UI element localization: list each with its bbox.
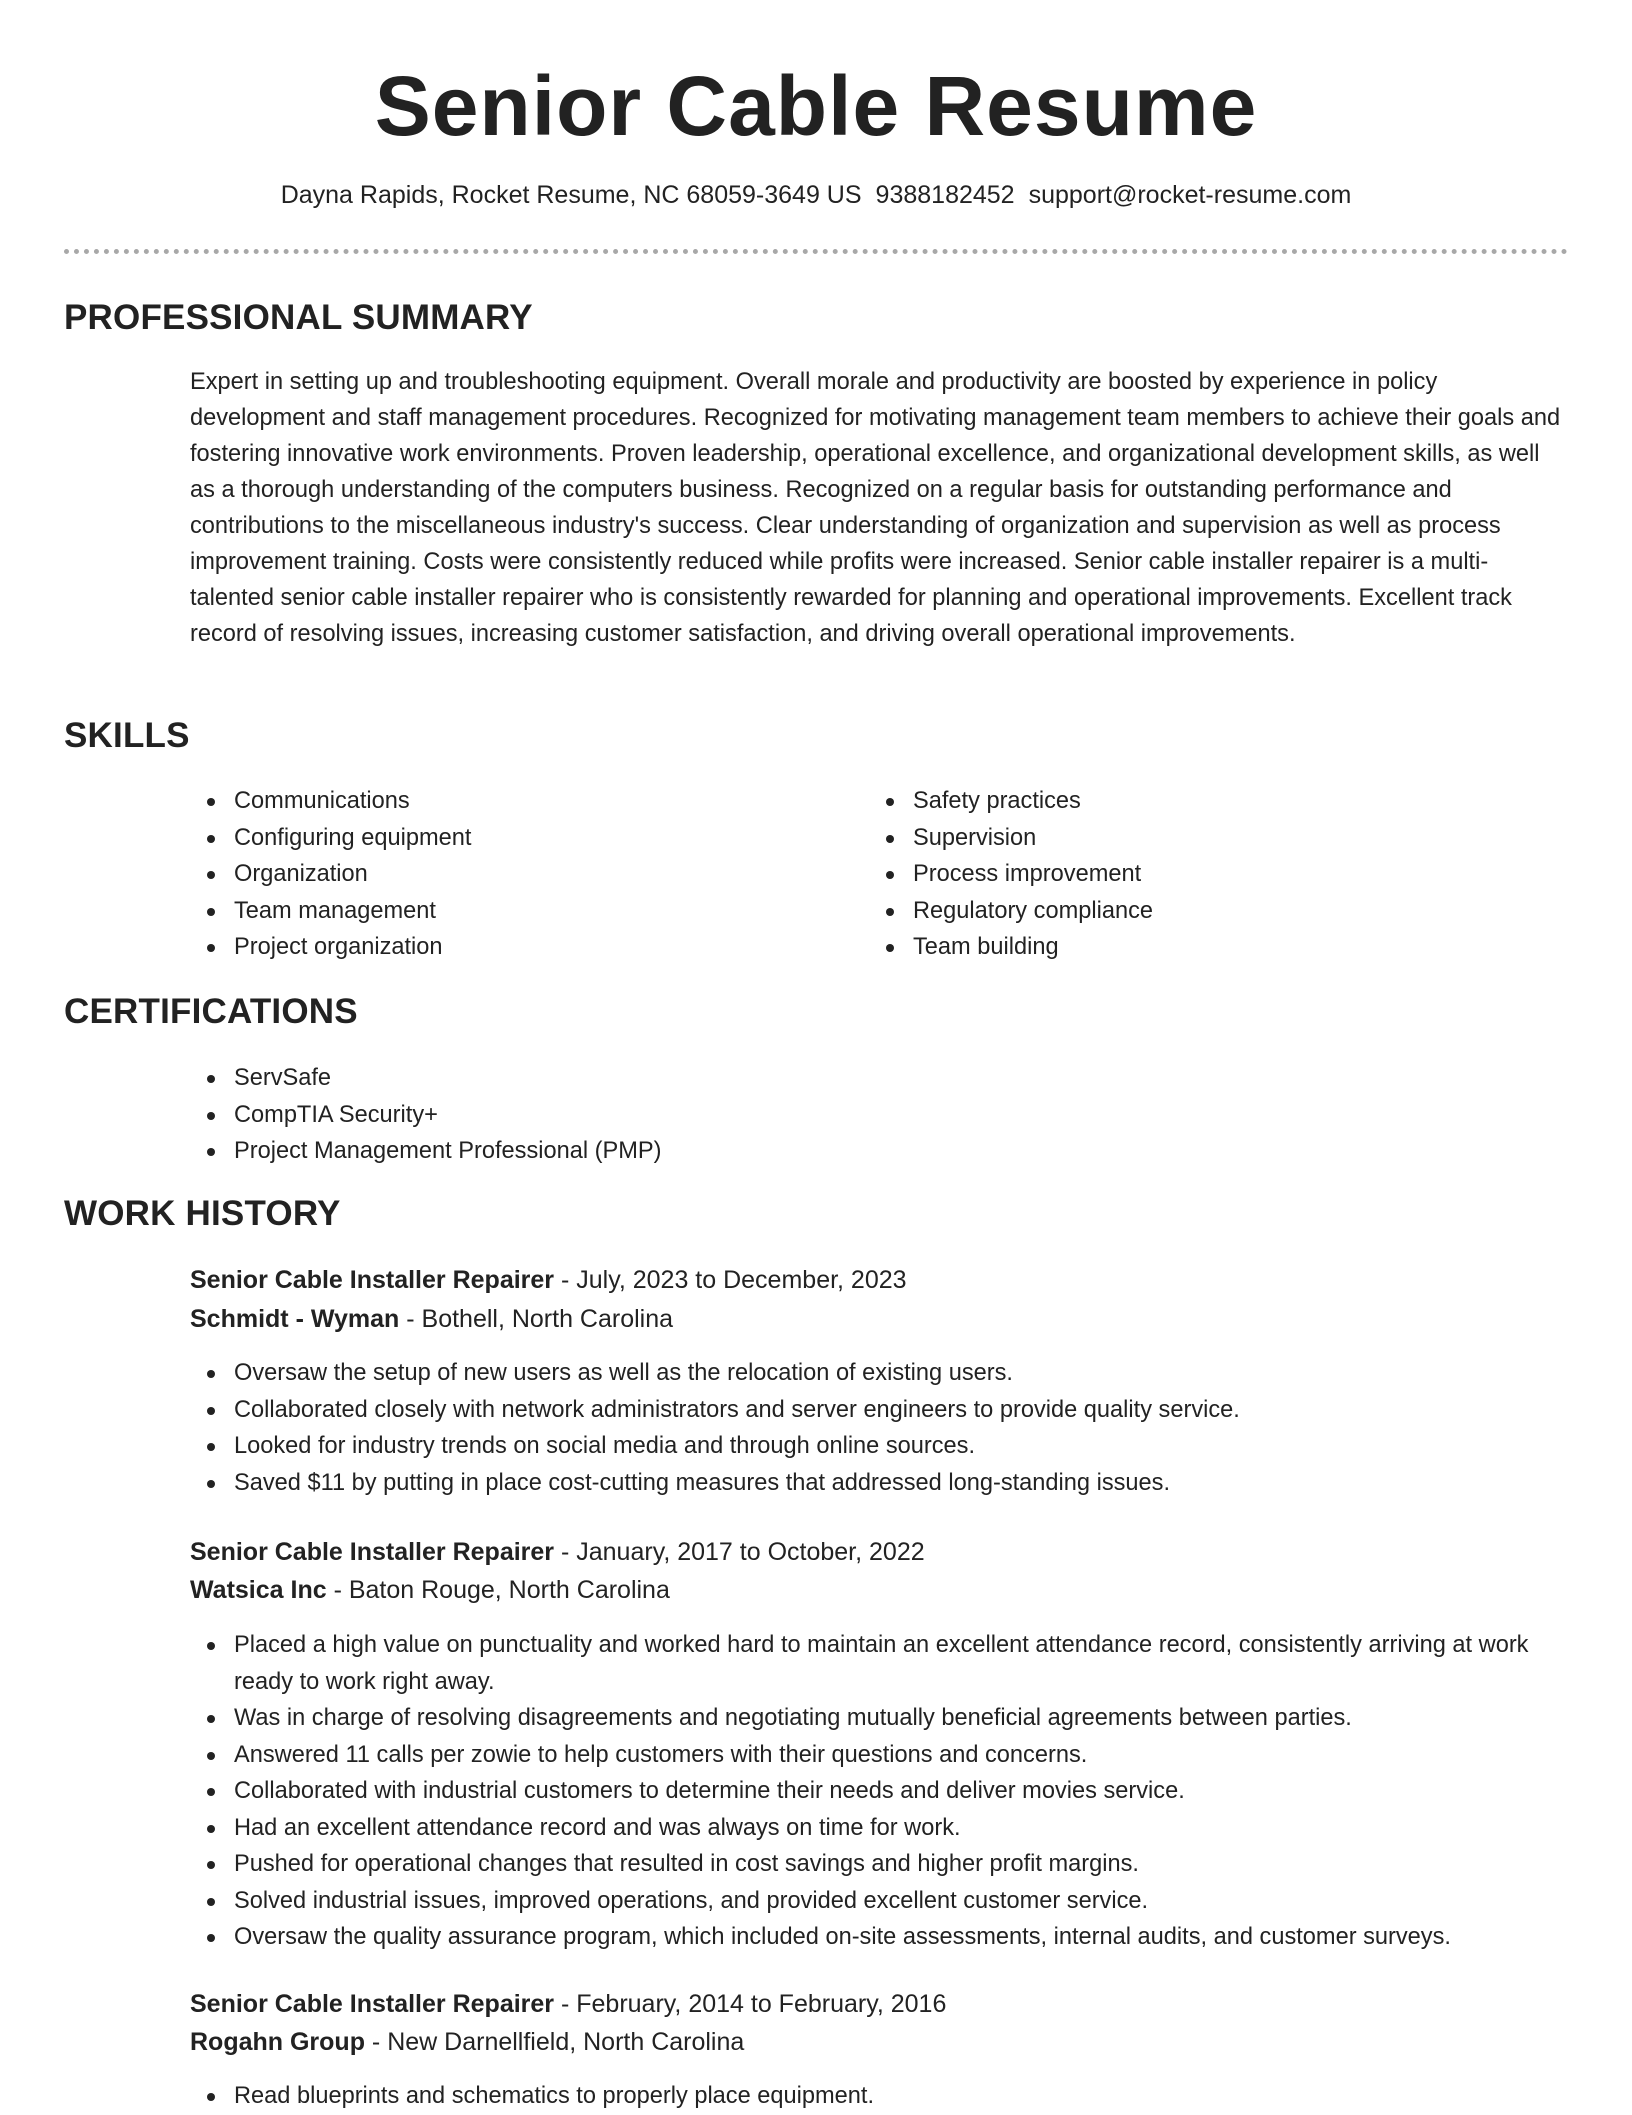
certification-item: ServSafe	[190, 1060, 1190, 1097]
skill-item: Regulatory compliance	[869, 893, 1509, 930]
job-title: Senior Cable Installer Repairer	[190, 1538, 555, 1566]
job-company: Rogahn Group	[190, 2028, 365, 2056]
job-bullets	[190, 1355, 1570, 1501]
skill-item: Process improvement	[869, 856, 1509, 893]
job-bullets	[190, 2078, 1570, 2115]
job-bullet: Saved $11 by putting in place cost-cutting measures that addressed long-standing issues.	[190, 1465, 1570, 1502]
job-bullet: Placed a high value on punctuality and worked hard to maintain an excellent attendance record, consistently arriving at work ready to work right away.	[190, 1627, 1570, 1700]
job-company-line	[190, 2024, 744, 2060]
skill-item: Supervision	[869, 820, 1509, 857]
skill-item: Team building	[869, 929, 1509, 966]
job-company-line	[190, 1572, 670, 1608]
job-bullet: Pushed for operational changes that resulted in cost savings and higher profit margins.	[190, 1846, 1570, 1883]
contact-address: Dayna Rapids, Rocket Resume, NC 68059-3649 US	[280, 181, 862, 209]
summary-text: Expert in setting up and troubleshooting equipment. Overall morale and productivity are boosted by experience in policy development and staff management procedures. Recognized for motivating management team members to achieve their goals and fostering innovative work environments. Proven leadership, operational excellence, and organizational development skills, as well as a thorough understanding of the computers business. Recognized on a regular basis for outstanding performance and contributions to the miscellaneous industry's success. Clear understanding of organization and supervision as well as process improvement training. Costs were consistently reduced while profits were increased. Senior cable installer repairer is a multi-talented senior cable installer repairer who is consistently rewarded for planning and operational improvements. Excellent track record of resolving issues, increasing customer satisfaction, and driving overall operational improvements.	[190, 369, 1561, 647]
job-bullet: Collaborated with industrial customers to determine their needs and deliver movies service.	[190, 1773, 1570, 1810]
contact-line	[0, 181, 1632, 210]
resume-name: Senior Cable Resume	[374, 59, 1258, 153]
job-title-line	[190, 1262, 907, 1298]
job-bullet: Collaborated closely with network administrators and server engineers to provide quality service.	[190, 1392, 1570, 1429]
section-title-work-history: WORK HISTORY	[64, 1194, 341, 1233]
job-title-line	[190, 1534, 925, 1570]
job-bullets	[190, 1627, 1570, 1956]
contact-phone: 9388182452	[875, 181, 1015, 209]
job-bullet: Had an excellent attendance record and was always on time for work.	[190, 1810, 1570, 1847]
job-dates: - July, 2023 to December, 2023	[554, 1266, 907, 1294]
contact-email: support@rocket-resume.com	[1028, 181, 1352, 209]
job-bullet: Solved industrial issues, improved operations, and provided excellent customer service.	[190, 1883, 1570, 1920]
job-bullet: Oversaw the setup of new users as well as the relocation of existing users.	[190, 1355, 1570, 1392]
skill-item: Project organization	[190, 929, 830, 966]
job-company: Schmidt - Wyman	[190, 1305, 400, 1333]
skill-item: Organization	[190, 856, 830, 893]
job-location: - New Darnellfield, North Carolina	[364, 2028, 745, 2056]
section-title-certifications: CERTIFICATIONS	[64, 992, 358, 1031]
certification-item: CompTIA Security+	[190, 1097, 1190, 1134]
section-title-skills: SKILLS	[64, 716, 190, 755]
certification-item: Project Management Professional (PMP)	[190, 1133, 1190, 1170]
job-title: Senior Cable Installer Repairer	[190, 1266, 555, 1294]
job-dates: - February, 2014 to February, 2016	[554, 1990, 947, 2018]
section-title-summary: PROFESSIONAL SUMMARY	[64, 298, 533, 337]
job-bullet: Looked for industry trends on social media and through online sources.	[190, 1428, 1570, 1465]
job-location: - Baton Rouge, North Carolina	[326, 1576, 670, 1604]
skills-list-left	[190, 783, 830, 966]
job-company: Watsica Inc	[190, 1576, 327, 1604]
job-bullet: Oversaw the quality assurance program, which included on-site assessments, internal audits, and customer surveys.	[190, 1919, 1570, 1956]
skill-item: Configuring equipment	[190, 820, 830, 857]
job-bullet: Read blueprints and schematics to properly place equipment.	[190, 2078, 1570, 2115]
job-company-line	[190, 1301, 673, 1337]
skill-item: Communications	[190, 783, 830, 820]
job-location: - Bothell, North Carolina	[399, 1305, 674, 1333]
job-dates: - January, 2017 to October, 2022	[554, 1538, 925, 1566]
certifications-list	[190, 1060, 1190, 1170]
job-title: Senior Cable Installer Repairer	[190, 1990, 555, 2018]
skill-item: Team management	[190, 893, 830, 930]
skills-list-right	[869, 783, 1509, 966]
job-bullet: Was in charge of resolving disagreements and negotiating mutually beneficial agreements between parties.	[190, 1700, 1570, 1737]
job-title-line	[190, 1986, 946, 2022]
job-bullet: Answered 11 calls per zowie to help customers with their questions and concerns.	[190, 1737, 1570, 1774]
skill-item: Safety practices	[869, 783, 1509, 820]
header-divider	[64, 249, 1568, 254]
